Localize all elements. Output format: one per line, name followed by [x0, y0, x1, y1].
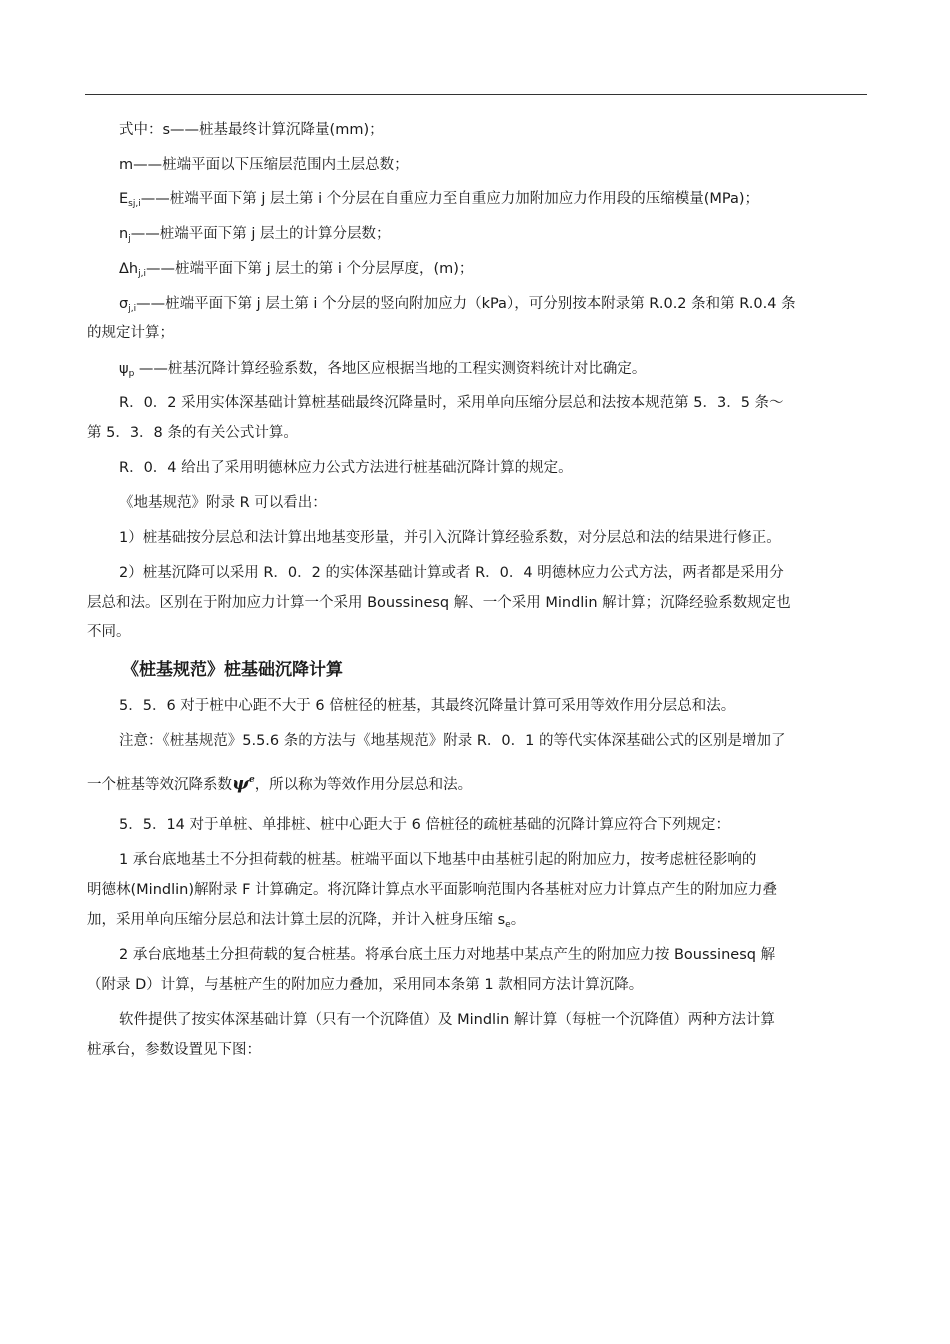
symbol-subscript: p — [128, 369, 135, 379]
definition-text: ——桩端平面下第 j 层土的第 i 个分层厚度，(m)； — [145, 261, 474, 277]
symbol-text: n — [119, 226, 129, 242]
point-2-line1: 2）桩基沉降可以采用 R．0．2 的实体深基础计算或者 R．0．4 明德林应力公式方法，两者都是采用分 — [119, 565, 784, 581]
symbol-psi-definition — [119, 354, 867, 390]
item-1-line1: 1 承台底地基土不分担荷载的桩基。桩端平面以下地基中由基桩引起的附加应力，按考虑桩径影响的 — [119, 852, 757, 868]
item-1-line3 — [87, 905, 867, 941]
software-line2: 桩承台，参数设置见下图： — [87, 1042, 261, 1058]
symbol-nj-definition — [119, 219, 867, 255]
item-text: 加，采用单向压缩分层总和法计算土层的沉降，并计入桩身压缩 s — [87, 912, 506, 928]
symbol-text: ψ — [119, 361, 129, 377]
symbol-subscript: j,i — [138, 269, 146, 279]
note-text: 一个桩基等效沉降系数 — [87, 777, 232, 793]
symbol-subscript: j — [128, 234, 131, 244]
definition-text: ——桩端平面下第 j 层土的计算分层数； — [130, 226, 391, 242]
header-rule — [85, 94, 867, 95]
clause-r02-line1: R．0．2 采用实体深基础计算桩基础最终沉降量时，采用单向压缩分层总和法按本规范第 5．3．5 条～ — [119, 395, 784, 411]
symbol-s-definition: 式中：s——桩基最终计算沉降量(mm)； — [119, 122, 384, 138]
clause-r02-line2: 第 5．3．8 条的有关公式计算。 — [87, 425, 298, 441]
appendix-intro: 《地基规范》附录 R 可以看出： — [119, 495, 327, 511]
symbol-sigma-definition-cont: 的规定计算； — [87, 325, 174, 341]
clause-556: 5．5．6 对于桩中心距不大于 6 倍桩径的桩基，其最终沉降量计算可采用等效作用分层总和法。 — [119, 698, 736, 714]
symbol-subscript: sj,i — [128, 199, 141, 209]
symbol-text: E — [119, 191, 129, 207]
item-2-line1: 2 承台底地基土分担荷载的复合桩基。将承台底土压力对地基中某点产生的附加应力按 Boussinesq 解 — [119, 947, 776, 963]
software-line1: 软件提供了按实体深基础计算（只有一个沉降值）及 Mindlin 解计算（每桩一个沉降值）两种方法计算 — [119, 1012, 775, 1028]
symbol-dh-definition — [119, 254, 867, 290]
symbol-esji-definition — [119, 184, 867, 220]
section-heading: 《桩基规范》桩基础沉降计算 — [122, 660, 343, 680]
point-1: 1）桩基础按分层总和法计算出地基变形量，并引入沉降计算经验系数，对分层总和法的结果进行修正。 — [119, 530, 781, 546]
point-2-line3: 不同。 — [87, 624, 131, 640]
definition-text: ——桩端平面下第 j 层土第 i 个分层的竖向附加应力（kPa），可分别按本附录第 R.0.2 条和第 R.0.4 条 — [136, 296, 796, 312]
note-text: ，所以称为等效作用分层总和法。 — [254, 777, 473, 793]
note-line1: 注意：《桩基规范》5.5.6 条的方法与《地基规范》附录 R．0．1 的等代实体深基础公式的区别是增加了 — [119, 733, 786, 749]
symbol-m-definition: m——桩端平面以下压缩层范围内土层总数； — [119, 157, 409, 173]
definition-text: ——桩端平面下第 j 层土第 i 个分层在自重应力至自重应力加附加应力作用段的压缩模量(MPa)； — [140, 191, 760, 207]
symbol-text: σ — [119, 296, 129, 312]
item-1-line2: 明德林(Mindlin)解附录 F 计算确定。将沉降计算点水平面影响范围内各基桩对应力计算点产生的附加应力叠 — [87, 882, 778, 898]
point-2-line2: 层总和法。区别在于附加应力计算一个采用 Boussinesq 解、一个采用 Mindlin 解计算；沉降经验系数规定也 — [87, 595, 791, 611]
symbol-text: Δh — [119, 261, 139, 277]
item-2-line2: （附录 D）计算，与基桩产生的附加应力叠加，采用同本条第 1 款相同方法计算沉降。 — [87, 977, 644, 993]
se-subscript: e — [505, 920, 511, 930]
item-text: 。 — [510, 912, 526, 928]
definition-text: ——桩基沉降计算经验系数，各地区应根据当地的工程实测资料统计对比确定。 — [134, 361, 647, 377]
note-line2 — [87, 765, 867, 801]
clause-r04: R．0．4 给出了采用明德林应力公式方法进行桩基础沉降计算的规定。 — [119, 460, 573, 476]
symbol-subscript: j,i — [128, 304, 137, 314]
psi-e-symbol: $\psi^e$ — [232, 773, 255, 794]
clause-5514: 5．5．14 对于单桩、单排桩、桩中心距大于 6 倍桩径的疏桩基础的沉降计算应符合下列规定： — [119, 817, 730, 833]
